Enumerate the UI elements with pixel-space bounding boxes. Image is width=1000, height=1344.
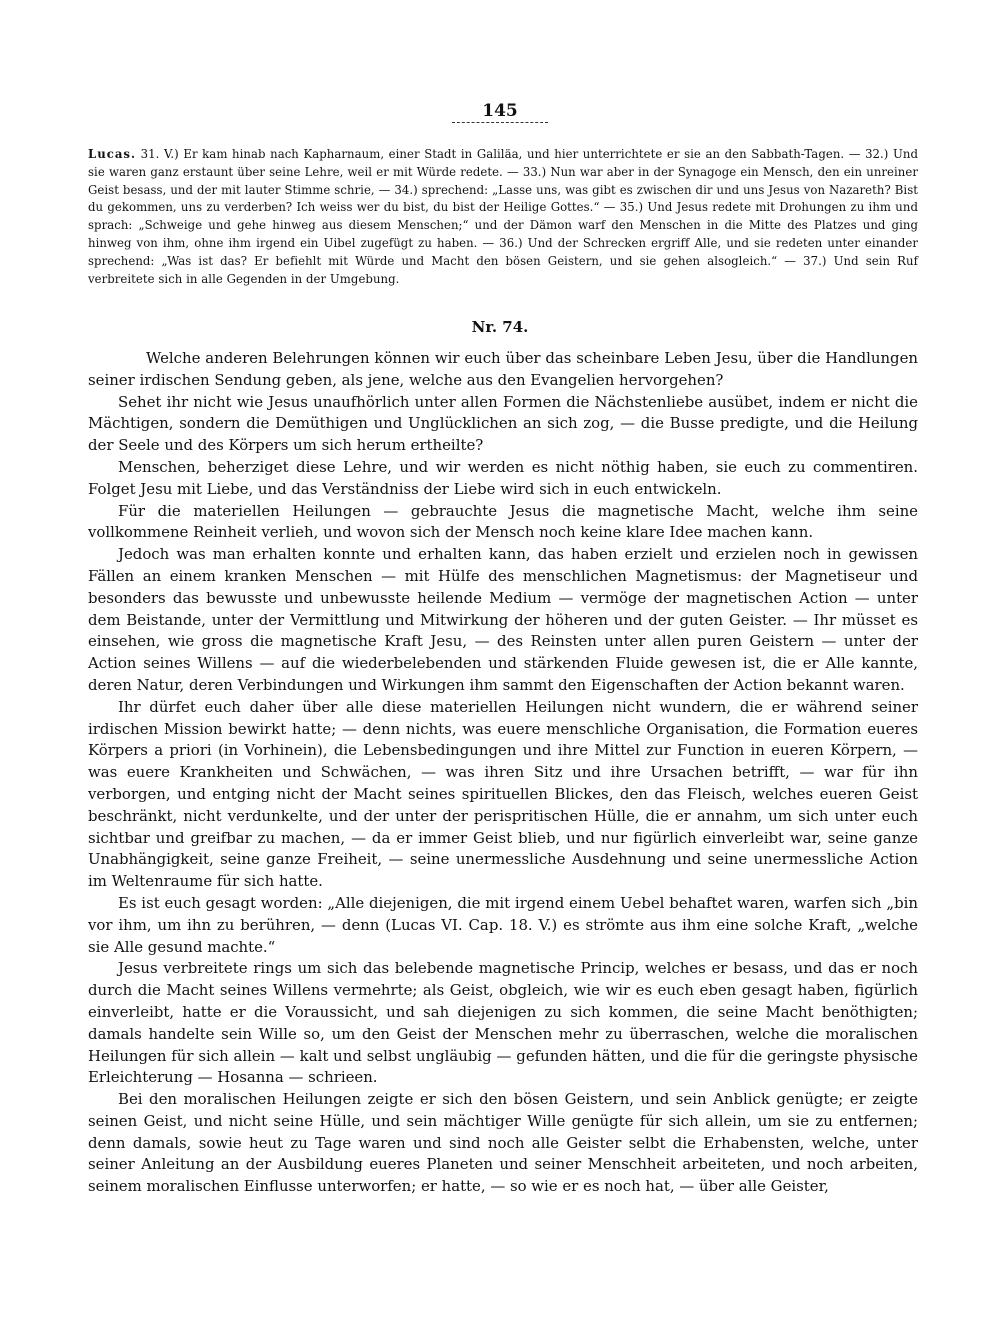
paragraph: Es ist euch gesagt worden: „Alle diejenigen, die mit irgend einem Uebel behaftet waren, warfen sich „bin vor ihm, um ihn zu berühren, — denn (Lucas VI. Cap. 18. V.) es strömte aus ihm eine solche Kraft, „welche sie Alle gesund machte.“ (88, 893, 918, 956)
paragraph: Bei den moralischen Heilungen zeigte er sich den bösen Geistern, und sein Anblick genügte; er zeigte seinen Geist, und nicht seine Hülle, und sein mächtiger Wille genügte für sich allein, um sie zu entfernen; denn damals, sowie heut zu Tage waren und sind noch alle Geister selbt die Erhabensten, welche, unter seiner Anleitung an der Ausbildung eueres Planeten und seiner Menschheit arbeiteten, und noch arbeiten, seinem moralischen Einflusse unterworfen; er hatte, — so wie er es noch hat, — über alle Geister, (88, 1090, 918, 1196)
scripture-footnote (88, 146, 918, 288)
paragraph: Für die materiellen Heilungen — gebrauchte Jesus die magnetische Macht, welche ihm seine vollkommene Reinheit verlieh, und wovon sich der Mensch noch keine klare Idee machen kann. (88, 501, 918, 542)
paragraph: Jedoch was man erhalten konnte und erhalten kann, das haben erzielt und erzielen noch in gewissen Fällen an einem kranken Menschen — mit Hülfe des menschlichen Magnetismus: der Magnetiseur und besonders das bewusste und unbewusste heilende Medium — vermöge der magnetischen Action — unter dem Beistande, unter der Vermittlung und Mitwirkung der höheren und der guten Geister. — Ihr müsset es einsehen, wie gross die magnetische Kraft Jesu, — des Reinsten unter allen puren Geistern — unter der Action seines Willens — auf die wiederbelebenden und stärkenden Fluide gewesen ist, die er Alle kannte, deren Natur, deren Verbindungen und Wirkungen ihm sammt den Eigenschaften der Action bekannt waren. (88, 545, 918, 694)
footnote-text: 31. V.) Er kam hinab nach Kapharnaum, einer Stadt in Galiläa, und hier unterrichtete er sie an den Sabbath-Tagen. — 32.) Und sie waren ganz erstaunt über seine Lehre, weil er mit Würde redete. — 33.) Nun war aber in der Synagoge ein Mensch, den ein unreiner Geist besass, und der mit lauter Stimme schrie, — 34.) sprechend: „Lasse uns, was gibt es zwischen dir und uns Jesus von Nazareth? Bist du gekommen, uns zu verderben? Ich weiss wer du bist, du bist der Heilige Gottes.“ — 35.) Und Jesus redete mit Drohungen zu ihm und sprach: „Schweige und gehe hinweg aus diesem Menschen;“ und der Dämon warf den Menschen in die Mitte des Platzes und ging hinweg von ihm, ohne ihm irgend ein Uibel zugefügt zu haben. — 36.) Und der Schrecken ergriff Alle, und sie redeten unter einander sprechend: „Was ist das? Er befiehlt mit Würde und Macht den bösen Geistern, und sie gehen alsogleich.“ — 37.) Und sein Ruf verbreitete sich in alle Gegenden in der Umgebung. (88, 147, 919, 286)
footnote-source: Lucas. (88, 147, 137, 161)
paragraph: Sehet ihr nicht wie Jesus unaufhörlich unter allen Formen die Nächstenliebe ausübet, indem er nicht die Mächtigen, sondern die Demüthigen und Unglücklichen an sich zog, — die Busse predigte, und die Heilung der Seele und des Körpers um sich herum ertheilte? (88, 392, 918, 455)
section-heading: Nr. 74. (471, 318, 529, 336)
paragraph: Jesus verbreitete rings um sich das belebende magnetische Princip, welches er besass, und das er noch durch die Macht seines Willens vermehrte; als Geist, obgleich, wie wir es euch eben gesagt haben, figürlich einverleibt, hatte er die Voraussicht, und sah diejenigen zu sich kommen, die seine Macht benöthigten; damals handelte sein Wille so, um den Geist der Menschen mehr zu überraschen, welche die moralischen Heilungen für sich allein — kalt und selbst ungläubig — gefunden hätten, und die für die geringste physische Erleichterung — Hosanna — schrieen. (88, 959, 918, 1087)
page-number: 145 (482, 101, 518, 121)
paragraph: Menschen, beherziget diese Lehre, und wir werden es nicht nöthig haben, sie euch zu commentiren. Folget Jesu mit Liebe, und das Verständniss der Liebe wird sich in euch entwickeln. (88, 457, 918, 498)
paragraph: Welche anderen Belehrungen können wir euch über das scheinbare Leben Jesu, über die Handlungen seiner irdischen Sendung geben, als jene, welche aus den Evangelien hervorgehen? (88, 349, 918, 389)
paragraph: Ihr dürfet euch daher über alle diese materiellen Heilungen nicht wundern, die er während seiner irdischen Mission bewirkt hatte; — denn nichts, was euere menschliche Organisation, die Formation eueres Körpers a priori (in Vorhinein), die Lebensbedingungen und ihre Mittel zur Function in eueren Körpern, — was euere Krankheiten und Schwächen, — was ihren Sitz und ihre Ursachen betrifft, — war für ihn verborgen, und entging nicht der Macht seines spirituellen Blickes, den das Fleisch, welches eueren Geist beschränkt, nicht verdunkelte, und der unter der perispritischen Hülle, die er annahm, um sich unter euch sichtbar und greifbar zu machen, — da er immer Geist blieb, und nur figürlich einverleibt war, seine ganze Unabhängigkeit, seine ganze Freiheit, — seine unermessliche Ausdehnung und seine unermessliche Action im Weltenraume für sich hatte. (88, 697, 918, 891)
body-text (88, 348, 918, 1198)
page-number-rule (452, 122, 548, 123)
